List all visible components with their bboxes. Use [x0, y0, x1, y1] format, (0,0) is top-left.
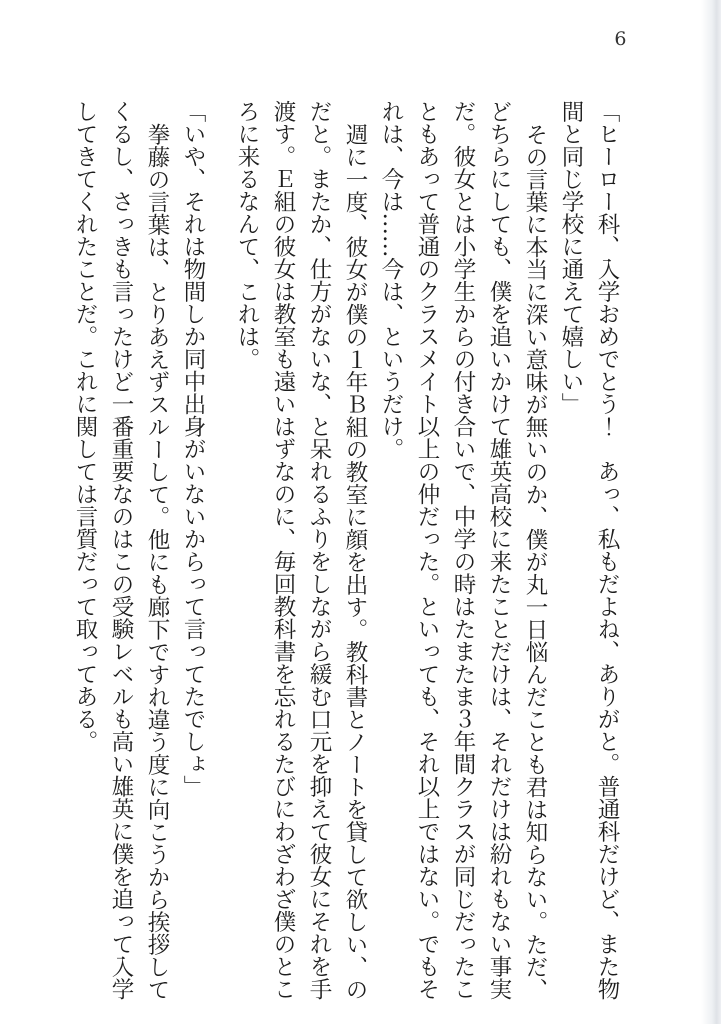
paragraph-dialogue-1: 「ヒーロー科、入学おめでとう！ あっ、私もだよね、ありがと。普通科だけど、また物間と同じ学校に通えて嬉しい」 [558, 100, 620, 1000]
paragraph-dialogue-2: 「いや、それは物間しか同中出身がいないからって言ってたでしょ」 [180, 100, 206, 798]
paragraph-narration-2: 週に一度、彼女が僕の１年Ｂ組の教室に顔を出す。教科書とノートを貸して欲しい、のだと。またか、仕方がないな、と呆れるふりをしながら緩む口元を抑えて彼女にそれを手渡す。Ｅ組の彼女は教室も遠いはずなのに、毎回教科書を忘れるたびにわざわざ僕のところに来るなんて、これは。 [234, 100, 368, 1000]
page-number: 6 [614, 28, 627, 50]
page-text [67, 100, 625, 1012]
paragraph-narration-3: 拳藤の言葉は、とりあえずスルーして。他にも廊下ですれ違う度に向こうから挨拶してくるし、さっきも言ったけど一番重要なのはこの受験レベルも高い雄英に僕を追って入学してきてくれたことだ。これに関しては言質だって取ってある。 [72, 100, 170, 1000]
paragraph-narration-1: その言葉に本当に深い意味が無いのか、僕が丸一日悩んだことも君は知らない。ただ、どちらにしても、僕を追いかけて雄英高校に来たことだけは、それだけは紛れもない事実だ。彼女とは小学生からの付き合いで、中学の時はたまたま３年間クラスが同じだったこともあって普通のクラスメイト以上の仲だった。といっても、それ以上ではない。でもそれは、今は……今は、というだけ。 [378, 100, 548, 1000]
page-edge-shadow [701, 0, 721, 1024]
